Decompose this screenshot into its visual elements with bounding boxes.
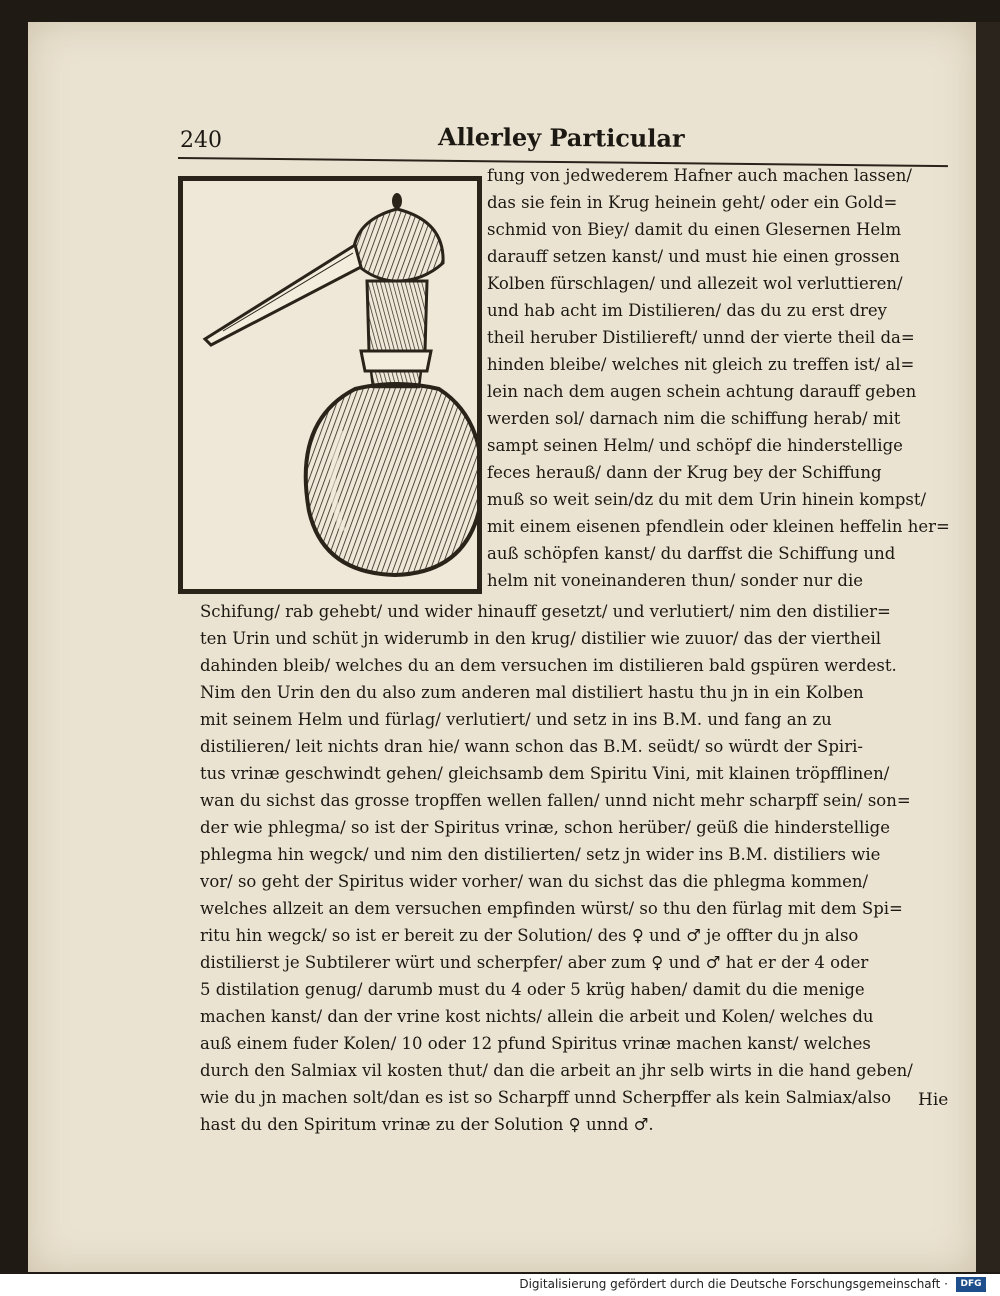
text-line: mit seinem Helm und fürlag/ verlutiert/ und setz in ins B.M. und fang an zu bbox=[200, 710, 832, 729]
text-line: fung von jedwederem Hafner auch machen lassen/ bbox=[487, 166, 912, 185]
text-line: das sie fein in Krug heinein geht/ oder ein Gold= bbox=[487, 193, 898, 212]
text-line: distilieren/ leit nichts dran hie/ wann schon das B.M. seüdt/ so würdt der Spiri- bbox=[200, 737, 863, 756]
footer-credit: Digitalisierung gefördert durch die Deutsche Forschungsgemeinschaft · bbox=[519, 1277, 948, 1291]
page-edge bbox=[976, 22, 1000, 1272]
text-line: schmid von Biey/ damit du einen Glesernen Helm bbox=[487, 220, 902, 239]
text-line: muß so weit sein/dz du mit dem Urin hinein kompst/ bbox=[487, 490, 927, 509]
text-line: sampt seinen Helm/ und schöpf die hinderstellige bbox=[487, 436, 903, 455]
text-line: der wie phlegma/ so ist der Spiritus vrinæ, schon herüber/ geüß die hinderstellige bbox=[200, 818, 890, 837]
text-line: vor/ so geht der Spiritus wider vorher/ wan du sichst das die phlegma kommen/ bbox=[200, 872, 869, 891]
text-line: dahinden bleib/ welches du an dem versuchen im distilieren bald gspüren werdest. bbox=[200, 656, 897, 675]
text-line: ritu hin wegck/ so ist er bereit zu der Solution/ des ♀ und ♂ je offter du jn also bbox=[200, 926, 859, 945]
text-line: mit einem eisenen pfendlein oder kleinen heffelin her= bbox=[487, 517, 950, 536]
text-line: ten Urin und schüt jn widerumb in den krug/ distilier wie zuuor/ das der viertheil bbox=[200, 629, 882, 648]
text-line: wie du jn machen solt/dan es ist so Scharpff unnd Scherpffer als kein Salmiax/also bbox=[200, 1088, 892, 1107]
text-line: auß einem fuder Kolen/ 10 oder 12 pfund Spiritus vrinæ machen kanst/ welches bbox=[200, 1034, 871, 1053]
alembic-illustration bbox=[183, 181, 477, 589]
text-line: 5 distilation genug/ darumb must du 4 oder 5 krüg haben/ damit du die menige bbox=[200, 980, 865, 999]
text-line: welches allzeit an dem versuchen empfinden würst/ so thu den fürlag mit dem Spi= bbox=[200, 899, 903, 918]
text-line: hast du den Spiritum vrinæ zu der Solution ♀ unnd ♂. bbox=[200, 1115, 654, 1134]
text-line: tus vrinæ geschwindt gehen/ gleichsamb dem Spiritu Vini, mit klainen tröpfflinen/ bbox=[200, 764, 890, 783]
text-line: darauff setzen kanst/ und must hie einen grossen bbox=[487, 247, 900, 266]
text-line: machen kanst/ dan der vrine kost nichts/ allein die arbeit und Kolen/ welches du bbox=[200, 1007, 874, 1026]
text-line: helm nit voneinanderen thun/ sonder nur die bbox=[487, 571, 863, 590]
text-line: feces herauß/ dann der Krug bey der Schiffung bbox=[487, 463, 882, 482]
text-line: hinden bleibe/ welches nit gleich zu treffen ist/ al= bbox=[487, 355, 915, 374]
text-line: distilierst je Subtilerer würt und scherpfer/ aber zum ♀ und ♂ hat er der 4 oder bbox=[200, 953, 869, 972]
text-line: und hab acht im Distilieren/ das du zu erst drey bbox=[487, 301, 888, 320]
text-line: Kolben fürschlagen/ und allezeit wol verluttieren/ bbox=[487, 274, 903, 293]
dfg-logo: DFG bbox=[956, 1277, 986, 1292]
text-line: theil heruber Distiliereft/ unnd der vierte theil da= bbox=[487, 328, 915, 347]
text-line: werden sol/ darnach nim die schiffung herab/ mit bbox=[487, 409, 901, 428]
running-title: Allerley Particular bbox=[437, 122, 685, 153]
digitization-footer bbox=[0, 1274, 1000, 1296]
text-line: phlegma hin wegck/ und nim den distilierten/ setz jn wider ins B.M. distiliers wie bbox=[200, 845, 881, 864]
catchword: Hie bbox=[918, 1090, 949, 1110]
text-line: wan du sichst das grosse tropffen wellen fallen/ unnd nicht mehr scharpff sein/ son= bbox=[200, 791, 911, 810]
page-number: 240 bbox=[180, 128, 222, 153]
text-line: auß schöpfen kanst/ du darffst die Schiffung und bbox=[487, 544, 896, 563]
alembic-woodcut-figure bbox=[178, 176, 482, 594]
text-line: Nim den Urin den du also zum anderen mal distiliert hastu thu jn in ein Kolben bbox=[200, 683, 864, 702]
text-line: Schifung/ rab gehebt/ und wider hinauff gesetzt/ und verlutiert/ nim den distilier= bbox=[200, 602, 891, 621]
text-line: lein nach dem augen schein achtung darauff geben bbox=[487, 382, 917, 401]
text-line: durch den Salmiax vil kosten thut/ dan die arbeit an jhr selb wirts in die hand geben/ bbox=[200, 1061, 913, 1080]
